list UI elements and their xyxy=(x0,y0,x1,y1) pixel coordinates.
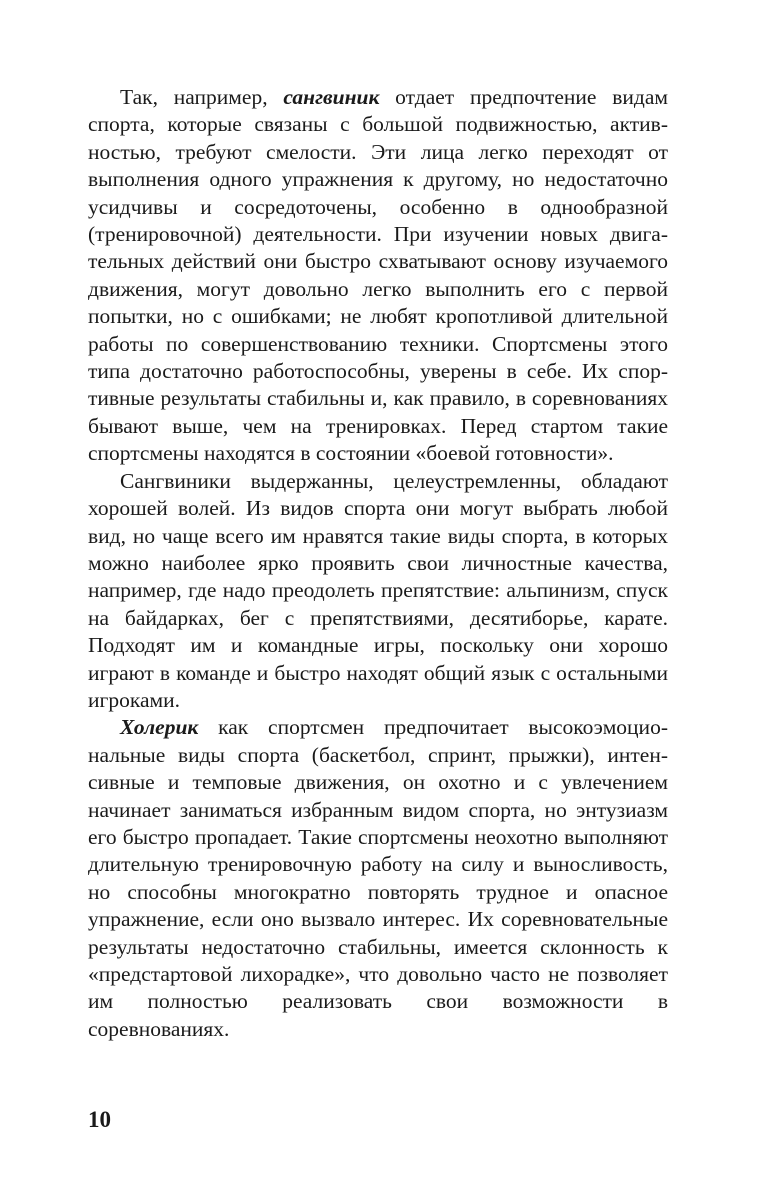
term-choleric: Холерик xyxy=(120,715,199,740)
paragraph-choleric-text: как спортсмен предпочитает высокоэмоциональные виды спорта (баскетбол, спринт, прыжки), интенсивные и темповые движения, он охотно и с увлечением начинает заниматься избранным видом спорта, но энтузиазм его быстро пропадает. Такие спортсмены неохотно выполняют длительную тренировочную работу на силу и выносливость, но способны многократно повторять трудное и опасное упражнение, если оно вызвало интерес. Их соревновательные результаты недостаточно стабильны, имеется склонность к «предстартовой лихорадке», что довольно часто не позволяет им полностью реализовать свои возможности в соревнованиях. xyxy=(88,715,668,1041)
page-body xyxy=(88,84,668,1043)
page-number: 10 xyxy=(88,1107,111,1132)
paragraph-sanguine-text: отдает предпочтение видам спорта, которые связаны с большой подвижностью, активностью, требуют смелости. Эти лица легко переходят от выполнения одного упражнения к другому, но недостаточно усидчивы и сосредоточены, особенно в однообразной (тренировочной) деятельности. При изучении новых двигательных действий они быстро схватывают основу изучаемого движения, могут довольно легко выполнить его с первой попытки, но с ошибками; не любят кропотливой длительной работы по совершенствованию техники. Спортсмены этого типа достаточно работоспособны, уверены в себе. Их спортивные результаты стабильны и, как правило, в соревнованиях бывают выше, чем на тренировках. Перед стартом такие спортсмены находятся в состоянии «боевой готовности». xyxy=(88,85,668,466)
paragraph-choleric xyxy=(88,714,668,1043)
paragraph-sanguine-sports: Сангвиники выдержанны, целеустремленны, обладают хорошей волей. Из видов спорта они могут выбрать любой вид, но чаще всего им нравятся такие виды спорта, в которых можно наиболее ярко проявить свои личностные качества, например, где надо преодолеть препятствие: альпинизм, спуск на байдарках, бег с препятствиями, десятиборье, карате. Подходят им и командные игры, поскольку они хорошо играют в команде и быстро находят общий язык с остальными игроками. xyxy=(88,468,668,712)
term-sanguine: сангвиник xyxy=(283,85,380,109)
paragraph-sanguine xyxy=(88,84,668,468)
paragraph-sanguine-lead: Так, например, xyxy=(120,85,284,109)
